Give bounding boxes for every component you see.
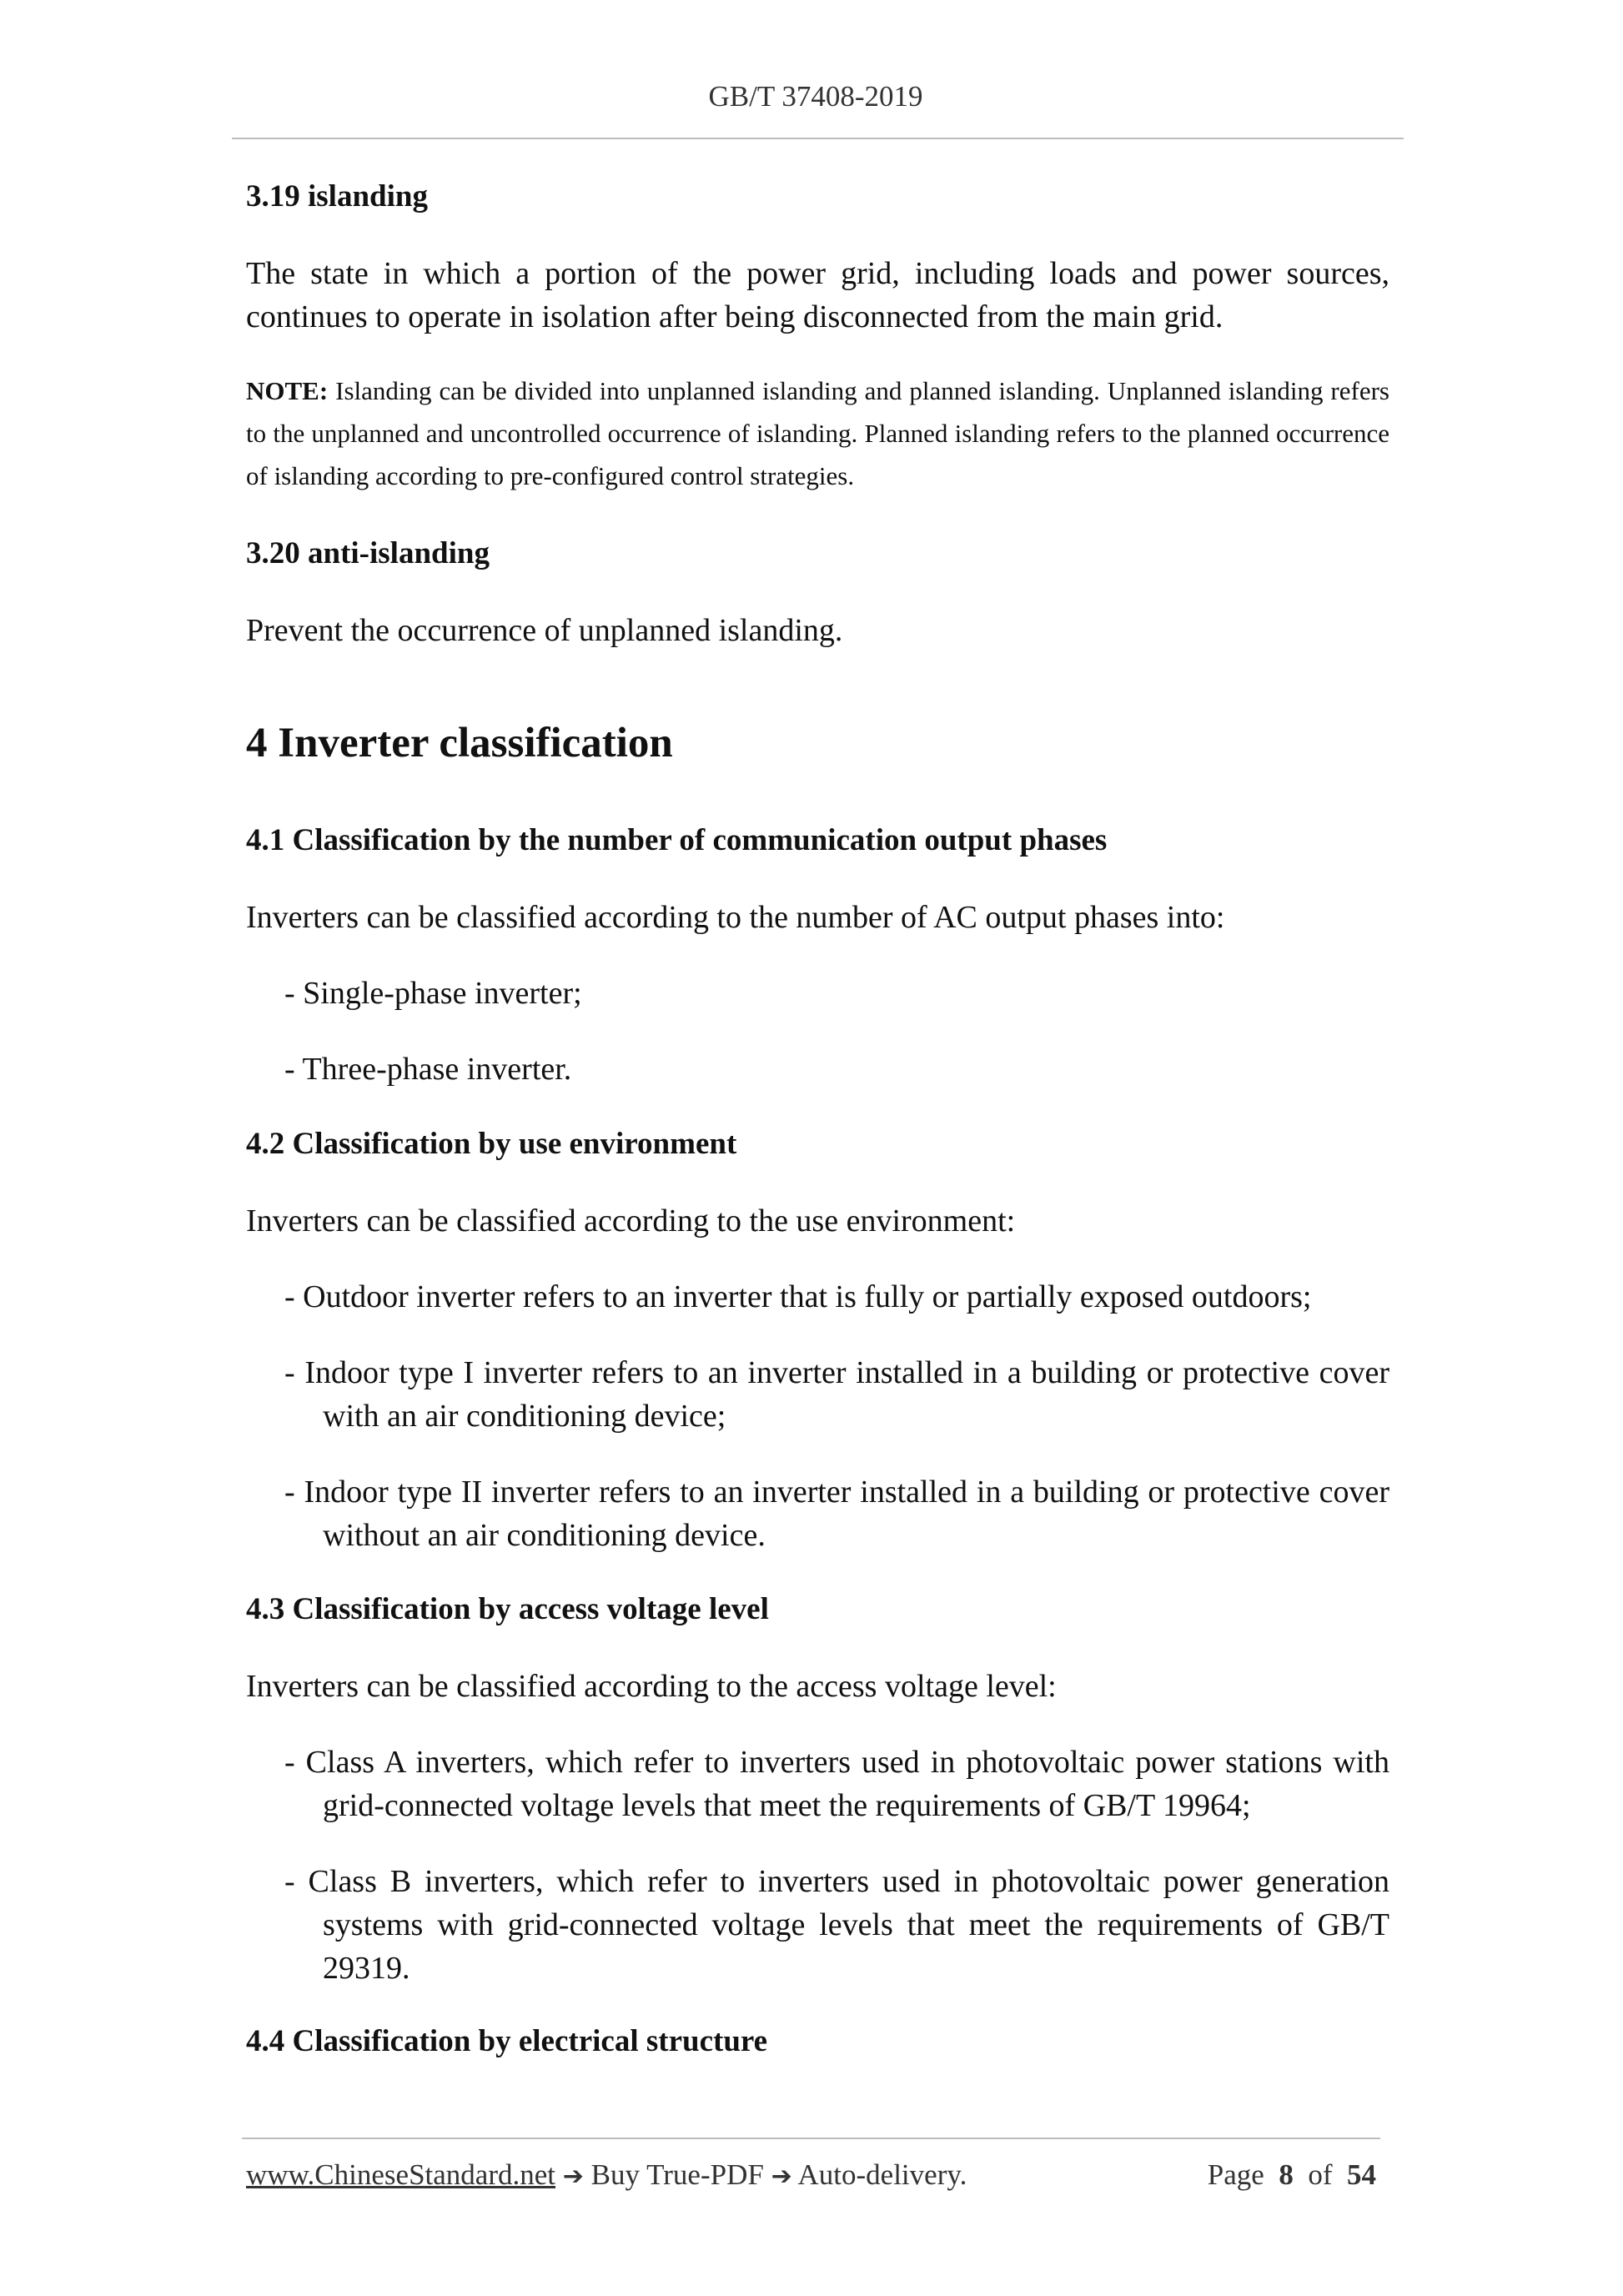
- section-heading-inverter-classification: 4 Inverter classification: [246, 720, 673, 766]
- footer-rule: [242, 2138, 1380, 2139]
- list-item: - Outdoor inverter refers to an inverter that is fully or partially exposed outdoors;: [284, 1279, 1312, 1314]
- footer-promo: [246, 2158, 967, 2192]
- arrow-right-icon: ➔: [562, 2162, 584, 2191]
- note-text: Islanding can be divided into unplanned islanding and planned islanding. Unplanned islanding refers to the unplanned and uncontrolled occurrence of islanding. Planned islanding refers to the planned occurrence of islanding according to pre-configured control strategies.: [246, 376, 1389, 490]
- list-item: - Class A inverters, which refer to inverters used in photovoltaic power stations with grid-connected voltage levels that meet the requirements of GB/T 19964;: [284, 1745, 1389, 1823]
- subsection-intro-4-3: Inverters can be classified according to the access voltage level:: [246, 1669, 1057, 1704]
- document-header-title: GB/T 37408-2019: [708, 80, 923, 113]
- subsection-heading-4-2: 4.2 Classification by use environment: [246, 1127, 737, 1161]
- of-word: of: [1308, 2158, 1333, 2191]
- term-definition-islanding: The state in which a portion of the power grid, including loads and power sources, continues to operate in isolation after being disconnected from the main grid.: [246, 256, 1389, 334]
- footer-buy-text: Buy True-PDF: [583, 2158, 771, 2191]
- list-item: - Three-phase inverter.: [284, 1052, 572, 1087]
- header-rule: [232, 138, 1404, 139]
- page-total: 54: [1347, 2158, 1376, 2191]
- footer-site-link[interactable]: www.ChineseStandard.net: [246, 2158, 555, 2191]
- arrow-right-icon: ➔: [771, 2162, 792, 2191]
- page-word: Page: [1207, 2158, 1264, 2191]
- subsection-heading-4-4: 4.4 Classification by electrical structure: [246, 2024, 768, 2058]
- term-definition-anti-islanding: Prevent the occurrence of unplanned islanding.: [246, 613, 843, 648]
- page-number: [1151, 2158, 1376, 2192]
- note-islanding: [246, 369, 1389, 497]
- term-heading-islanding: 3.19 islanding: [246, 179, 428, 214]
- footer-delivery-text: Auto-delivery.: [791, 2158, 967, 2191]
- list-item: - Single-phase inverter;: [284, 976, 582, 1011]
- list-item: - Indoor type II inverter refers to an inverter installed in a building or protective cover without an air conditioning device.: [284, 1475, 1389, 1553]
- term-heading-anti-islanding: 3.20 anti-islanding: [246, 536, 490, 570]
- list-item: - Indoor type I inverter refers to an inverter installed in a building or protective cover with an air conditioning device;: [284, 1355, 1389, 1434]
- note-label: NOTE:: [246, 376, 329, 405]
- subsection-intro-4-1: Inverters can be classified according to the number of AC output phases into:: [246, 900, 1225, 935]
- subsection-heading-4-1: 4.1 Classification by the number of communication output phases: [246, 823, 1108, 857]
- page-current: 8: [1279, 2158, 1294, 2191]
- list-item: - Class B inverters, which refer to inverters used in photovoltaic power generation systems with grid-connected voltage levels that meet the requirements of GB/T 29319.: [284, 1864, 1389, 1986]
- subsection-heading-4-3: 4.3 Classification by access voltage level: [246, 1592, 769, 1626]
- subsection-intro-4-2: Inverters can be classified according to the use environment:: [246, 1203, 1016, 1238]
